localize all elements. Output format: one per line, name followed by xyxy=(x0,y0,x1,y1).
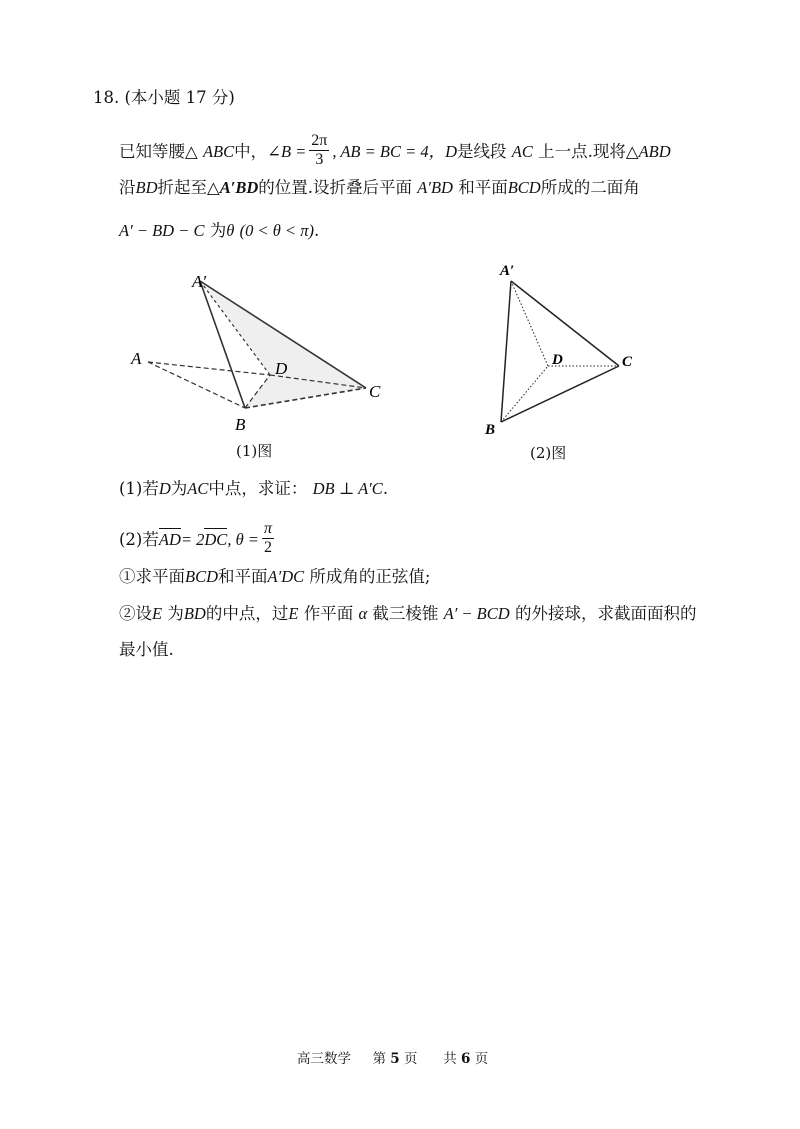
label-a-prime: A′ xyxy=(500,263,515,279)
question-number: 18. xyxy=(93,88,120,107)
edge-b-c xyxy=(501,366,619,422)
stem-line-2 xyxy=(119,180,640,197)
footer-total-pre: 共 xyxy=(443,1051,457,1067)
fraction-numerator: 2π xyxy=(311,132,328,149)
part-2-text: (2)若 xyxy=(119,530,159,549)
math-theta-condition: , θ = xyxy=(227,530,259,549)
math-triangle-abd: ABD xyxy=(638,142,671,161)
math-point-d: D xyxy=(158,479,171,498)
sub-1-text: ①求平面 xyxy=(119,567,185,586)
stem-text: 的位置.设折叠后平面 xyxy=(258,178,413,197)
fraction-numerator: π xyxy=(263,520,272,537)
fraction-denominator: 3 xyxy=(315,151,324,168)
math-perpendicular-claim: DB ⊥ A′C xyxy=(312,479,383,498)
math-pyramid: A′ − BCD xyxy=(443,604,510,623)
sub-2-text: 截三棱锥 xyxy=(372,604,439,623)
label-a-prime: A′ xyxy=(192,272,207,291)
label-b: B xyxy=(235,415,246,434)
math-segment-ac: AC xyxy=(187,479,209,498)
sub-2-text: 为 xyxy=(167,604,184,623)
stem-line-1 xyxy=(119,134,671,171)
math-point-d: D xyxy=(445,142,458,161)
math-theta: θ xyxy=(226,221,235,240)
math-dihedral-angle: A′ − BD − C xyxy=(119,221,205,240)
math-segment-bd: BD xyxy=(135,178,158,197)
sub-1-text: 所成角的正弦值; xyxy=(309,567,431,586)
question-header xyxy=(93,90,235,107)
part-1-text: 中点，求证： xyxy=(208,479,308,498)
math-segment-ac: AC xyxy=(511,142,533,161)
stem-text: 所成的二面角 xyxy=(540,178,640,197)
figure-2-tetrahedron xyxy=(470,258,650,438)
sub-question-2-continued: 最小值. xyxy=(119,640,174,659)
part-1-text: . xyxy=(382,479,389,498)
edge-a-prime-c xyxy=(511,281,619,366)
math-plane-a-prime-bd: A′BD xyxy=(417,178,453,197)
math-plane-bcd: BCD xyxy=(507,178,541,197)
part-2-line xyxy=(119,522,277,559)
sub-question-1 xyxy=(119,569,430,586)
part-1-text: 为 xyxy=(170,479,188,498)
triangle-symbol: △ xyxy=(625,142,639,161)
question-score: (本小题 17 分) xyxy=(124,88,235,107)
math-equals-two: = 2 xyxy=(180,530,205,549)
figure-1-caption: (1)图 xyxy=(236,442,273,460)
stem-text: 为 xyxy=(209,221,227,240)
math-plane-a-prime-dc: A′DC xyxy=(267,567,305,586)
stem-text: 中， xyxy=(234,142,268,161)
math-point-e: E xyxy=(152,604,163,623)
edge-a-prime-b xyxy=(501,281,511,422)
math-plane-bcd: BCD xyxy=(185,567,218,586)
footer-page-unit: 页 xyxy=(403,1051,418,1067)
stem-text: 是线段 xyxy=(457,142,507,161)
sub-1-text: 和平面 xyxy=(218,567,268,586)
sub-2-text: ②设 xyxy=(119,604,152,623)
label-c: C xyxy=(369,382,381,401)
sub-2-text: 作平面 xyxy=(303,604,354,623)
math-vector-ad: AD xyxy=(158,530,181,549)
footer-subject: 高三数学 xyxy=(297,1051,351,1067)
footer-page-pre: 第 xyxy=(372,1051,386,1067)
part-1-text: (1)若 xyxy=(119,479,159,498)
part-1-line xyxy=(119,481,388,498)
stem-text: . xyxy=(313,221,320,240)
label-d: D xyxy=(275,359,288,378)
figure-1-folded-triangle xyxy=(120,262,400,437)
label-a: A xyxy=(131,349,142,368)
math-triangle-a-prime-bd: A′BD xyxy=(219,178,259,197)
footer-page-number: 5 xyxy=(390,1051,400,1067)
stem-text: 上一点.现将 xyxy=(538,142,626,161)
sub-2-text: 的中点，过 xyxy=(205,604,289,623)
math-side-condition: , AB = BC = 4， xyxy=(332,142,446,161)
math-triangle-abc: ABC xyxy=(202,142,235,161)
edge-b-d xyxy=(501,366,548,422)
footer-total-unit: 页 xyxy=(474,1051,489,1067)
math-segment-bd: BD xyxy=(183,604,206,623)
math-vector-dc: DC xyxy=(204,530,228,549)
triangle-symbol: △ xyxy=(185,142,198,161)
stem-text: 沿 xyxy=(119,178,136,197)
shaded-face xyxy=(200,281,366,408)
stem-line-3 xyxy=(119,223,319,240)
label-b: B xyxy=(485,422,496,438)
math-theta-range: (0 < θ < π) xyxy=(239,221,314,240)
triangle-symbol: △ xyxy=(207,178,220,197)
label-d: D xyxy=(552,352,563,368)
figure-2-caption: (2)图 xyxy=(530,444,567,462)
fraction-2pi-3 xyxy=(309,132,329,169)
stem-text: 和平面 xyxy=(458,178,508,197)
math-point-e: E xyxy=(288,604,299,623)
math-angle-b: ∠B = xyxy=(267,142,307,161)
label-c: C xyxy=(622,354,633,370)
fraction-denominator: 2 xyxy=(263,539,272,556)
stem-text: 折起至 xyxy=(157,178,207,197)
math-alpha: α xyxy=(358,604,368,623)
footer-total-number: 6 xyxy=(461,1051,471,1067)
sub-question-2 xyxy=(119,606,696,623)
stem-text: 已知等腰 xyxy=(119,142,185,161)
fraction-pi-2 xyxy=(262,520,274,557)
sub-2-text: 的外接球，求截面面积的 xyxy=(514,604,697,623)
page-footer xyxy=(297,1047,488,1067)
edge-a-d xyxy=(148,362,270,375)
edge-a-prime-d xyxy=(511,281,548,366)
